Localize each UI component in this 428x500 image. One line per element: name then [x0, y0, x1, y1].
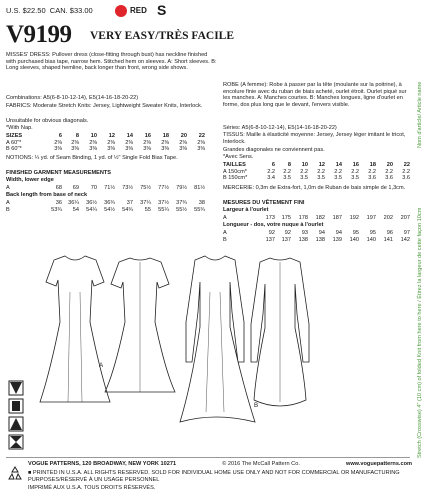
french-largeur-title: Largeur à l'ourlet	[223, 207, 269, 213]
english-finished-title: FINISHED GARMENT MEASUREMENTS	[6, 170, 112, 176]
table-cell: 79½	[176, 185, 187, 191]
table-cell: 10	[90, 133, 97, 139]
pattern-number: V9199	[6, 21, 72, 48]
table-cell: 36¾	[104, 200, 115, 206]
table-cell: 53¾	[51, 206, 62, 213]
table-row	[6, 185, 218, 192]
table-cell: 138	[315, 236, 325, 243]
table-cell: 55¾	[194, 206, 205, 213]
table-cell: A	[6, 185, 10, 191]
table-cell: A	[223, 230, 227, 236]
table-cell: 81½	[194, 185, 205, 191]
dress-a-back-drawing	[105, 258, 175, 392]
table-cell: 16	[352, 162, 359, 168]
table-cell: 2.2	[317, 168, 325, 175]
table-cell: 182	[315, 215, 325, 221]
table-cell: 2⅜	[89, 139, 97, 146]
view-b-label: B	[254, 402, 259, 409]
table-cell: 36¼	[68, 200, 79, 206]
table-cell: 75½	[140, 185, 151, 191]
french-tissus: TISSUS: Maille à élasticité moyenne: Jersey, Jersey léger imitant le tricot, Interlock.	[223, 132, 406, 145]
french-mesures-title: MESURES DU VÊTEMENT FINI	[223, 200, 305, 206]
table-cell: 10	[301, 162, 308, 168]
table-cell: 2.2	[334, 168, 342, 175]
table-cell: B	[6, 206, 10, 213]
table-cell: 2⅜	[125, 139, 133, 146]
table-cell: 2⅜	[71, 139, 79, 146]
table-cell: 22	[198, 133, 205, 139]
french-mercerie: MERCERIE: 0,3m de Extra-fort, 1,0m de Ruban de bais simple de 1,3cm.	[223, 185, 406, 191]
sidebar-label-article: Nom d'article/ Article name	[417, 81, 423, 148]
french-longueur-title: Longueur - dos, votre nuque à l'ourlet	[223, 222, 324, 228]
table-row	[223, 215, 413, 222]
english-fabrics: FABRICS: Moderate Stretch Knits: Jersey, Lightweight Sweater Knits, Interlock.	[6, 103, 203, 109]
table-cell: 95	[352, 230, 359, 236]
size-letter: S	[157, 2, 167, 18]
table-row	[6, 140, 218, 147]
table-cell: B	[223, 236, 227, 243]
table-cell: 36	[55, 200, 62, 206]
price-us: U.S. $22.50	[6, 6, 46, 15]
table-header-row	[6, 133, 218, 140]
table-cell: 2.2	[402, 168, 410, 175]
table-cell: 93	[301, 230, 308, 236]
footer-printed: ■ PRINTED IN U.S.A. ALL RIGHTS RESERVED. SOLD FOR INDIVIDUAL HOME USE ONLY AND NOT FOR COMMERCIAL OR MANUFACTURING PURPOSES/RÉSERVÉ À UN USAGE PERSONNEL	[28, 470, 400, 483]
table-cell: 137	[281, 236, 291, 243]
table-cell: 2⅜	[179, 139, 187, 146]
stretch-gauge-sidebar	[414, 78, 428, 498]
table-cell: TAILLES	[223, 162, 246, 168]
table-row	[223, 230, 413, 237]
table-cell: 140	[366, 236, 376, 243]
french-description: ROBE (A femme): Robe à passer par la tête (moulante sur la poitrine), à encolure finie avec du ruban de biais acheté, ourlet étroit. Ourlet piqué sur les manches. A: Manches courtes. B: Manches longues, ligne d'ourlet en forme, dos plus long que le devant, l'envers visible.	[223, 82, 407, 108]
table-row	[6, 207, 218, 214]
footer-website: www.voguepatterns.com	[345, 461, 412, 467]
table-cell: 94	[318, 230, 325, 236]
table-cell: 2.2	[368, 168, 376, 175]
table-cell: A	[223, 215, 227, 221]
english-with-nap: *With Nap.	[6, 125, 33, 131]
dress-a-front-drawing	[40, 256, 110, 402]
table-cell: A	[6, 200, 10, 206]
table-cell: 3⅜	[71, 146, 79, 153]
price-can: CAN. $33.00	[49, 6, 93, 15]
table-cell: 192	[349, 215, 359, 221]
table-cell: 92	[284, 230, 291, 236]
table-cell: 3⅜	[197, 146, 205, 153]
english-combinations: Combinations: A5(6-8-10-12-14), E5(14-16-18-20-22)	[6, 95, 139, 101]
table-cell: 77½	[158, 185, 169, 191]
table-cell: 3.5	[351, 175, 359, 182]
table-cell: 55	[144, 206, 151, 213]
price-line	[6, 6, 93, 15]
english-width-table	[6, 185, 218, 192]
table-cell: 54	[72, 206, 79, 213]
table-cell: 37½	[158, 200, 169, 206]
french-size-table	[223, 162, 413, 182]
table-cell: 8	[287, 162, 291, 168]
table-cell: 12	[318, 162, 325, 168]
table-cell: 14	[335, 162, 342, 168]
english-description: MISSES' DRESS: Pullover dress (close-fitting through bust) has neckline finished with purchased bias tape, narrow hem. Stitched hem on sleeves. A: Short sleeves. B: Long sleeves, shaped hemline, back longer than front, wrong side shows.	[6, 52, 217, 72]
table-cell: 37¼	[140, 200, 151, 206]
table-cell: 20	[180, 133, 187, 139]
table-cell: 142	[400, 236, 410, 243]
dress-b-front-drawing	[180, 256, 255, 422]
table-cell: 3⅜	[179, 146, 187, 153]
footer-copyright: © 2016 The McCall Pattern Co.	[222, 461, 300, 467]
table-cell: 2.2	[283, 168, 291, 175]
table-cell: 2⅜	[143, 139, 151, 146]
table-header-row	[223, 162, 413, 169]
table-cell: 2.2	[385, 168, 393, 175]
table-cell: 55½	[176, 206, 187, 213]
table-cell: 2⅜	[54, 139, 62, 146]
table-cell: 202	[383, 215, 393, 221]
rating-label: VERY EASY/TRÈS FACILE	[90, 30, 235, 42]
table-cell: 6	[271, 162, 275, 168]
table-cell: 37	[126, 200, 133, 206]
table-cell: 22	[403, 162, 410, 168]
table-cell: 73½	[122, 185, 133, 191]
table-cell: 187	[332, 215, 342, 221]
table-row	[6, 200, 218, 207]
english-back-title: Back length from base of neck	[6, 192, 88, 198]
table-cell: A 150cm*	[223, 168, 247, 175]
footer-divider	[6, 457, 410, 458]
footer-imprime: IMPRIMÉ AUX U.S.A. TOUS DROITS RÉSERVÉS.	[28, 485, 156, 491]
table-cell: 139	[332, 236, 342, 243]
table-cell: 3⅜	[125, 146, 133, 153]
recycle-icon	[6, 465, 24, 483]
table-cell: 2⅜	[107, 139, 115, 146]
table-cell: 6	[58, 133, 62, 139]
table-cell: 95	[369, 230, 376, 236]
table-cell: 3.6	[385, 175, 393, 182]
table-cell: 97	[403, 230, 410, 236]
table-cell: 138	[298, 236, 308, 243]
table-cell: 36½	[86, 200, 97, 206]
table-cell: 68	[55, 185, 62, 191]
english-width-title: Width, lower edge	[6, 177, 54, 183]
footer-line-1	[28, 461, 412, 468]
table-cell: 20	[386, 162, 393, 168]
garment-line-drawings	[30, 252, 310, 452]
table-cell: 207	[400, 215, 410, 221]
table-cell: 3.5	[317, 175, 325, 182]
table-row	[223, 237, 413, 244]
table-cell: 2⅜	[161, 139, 169, 146]
table-cell: 94	[335, 230, 342, 236]
table-cell: B 150cm*	[223, 175, 248, 182]
table-cell: 16	[144, 133, 151, 139]
table-cell: 2.2	[267, 168, 275, 175]
table-cell: 3⅜	[161, 146, 169, 153]
table-row	[223, 175, 413, 182]
footer-company: VOGUE PATTERNS, 120 BROADWAY, NEW YORK 10271	[28, 461, 177, 467]
table-cell: 55¼	[158, 206, 169, 213]
english-back-table	[6, 200, 218, 213]
table-cell: 96	[386, 230, 393, 236]
french-largeur-table	[223, 215, 413, 222]
size-color-label: RED	[130, 6, 147, 15]
table-cell: 18	[369, 162, 376, 168]
view-a-label: A	[99, 362, 104, 369]
english-size-table	[6, 133, 218, 153]
table-row	[6, 146, 218, 153]
french-grandes: Grandes diagonales ne conviennent pas.	[223, 147, 325, 153]
table-cell: 2.2	[300, 168, 308, 175]
table-cell: 2.2	[351, 168, 359, 175]
table-cell: 3.4	[267, 175, 275, 182]
table-cell: 141	[383, 236, 393, 243]
table-cell: 3⅜	[54, 146, 62, 153]
french-series: Séries: A5(6-8-10-12-14), E5(14-16-18-20-22)	[223, 125, 337, 131]
table-cell: 54¾	[122, 206, 133, 213]
table-cell: 3.6	[402, 175, 410, 182]
table-cell: 140	[349, 236, 359, 243]
table-cell: 14	[126, 133, 133, 139]
table-cell: 38	[198, 200, 205, 206]
table-cell: 3.6	[368, 175, 376, 182]
table-cell: 54½	[104, 206, 115, 213]
table-row	[223, 169, 413, 176]
table-cell: 175	[281, 215, 291, 221]
french-longueur-table	[223, 230, 413, 243]
table-cell: 92	[268, 230, 275, 236]
french-avec-sens: *Avec Sens.	[223, 154, 254, 160]
table-cell: 18	[162, 133, 169, 139]
table-cell: 2⅜	[197, 139, 205, 146]
table-cell: 178	[298, 215, 308, 221]
table-cell: 70	[90, 185, 97, 191]
table-cell: 37¾	[176, 200, 187, 206]
rectangle-icon	[12, 401, 20, 411]
english-unsuitable: Unsuitable for obvious diagonals.	[6, 118, 89, 124]
size-color-dot	[115, 5, 127, 17]
table-cell: 3⅜	[143, 146, 151, 153]
table-cell: 137	[265, 236, 275, 243]
sidebar-label-stretch: Stretch (Crosswise) 4" (10 cm) of folded Knit from here to here / Étirez la largeur de cette façon 10cm	[417, 207, 423, 458]
table-cell: 12	[108, 133, 115, 139]
english-notions: NOTIONS: ¼ yd. of Seam Binding, 1 yd. of ½" Single Fold Bias Tape.	[6, 155, 178, 161]
body-shape-icons	[8, 380, 24, 452]
table-cell: B 60"*	[6, 146, 22, 153]
table-cell: 71½	[104, 185, 115, 191]
table-cell: 197	[366, 215, 376, 221]
table-cell: 3.5	[300, 175, 308, 182]
table-cell: SIZES	[6, 133, 23, 139]
table-cell: A 60"*	[6, 139, 22, 146]
table-cell: 3.5	[334, 175, 342, 182]
table-cell: 3.5	[283, 175, 291, 182]
dress-b-back-drawing	[251, 258, 309, 406]
table-cell: 8	[75, 133, 79, 139]
table-cell: 69	[72, 185, 79, 191]
table-cell: 54¼	[86, 206, 97, 213]
table-cell: 3⅜	[89, 146, 97, 153]
table-cell: 3⅜	[107, 146, 115, 153]
table-cell: 173	[265, 215, 275, 221]
